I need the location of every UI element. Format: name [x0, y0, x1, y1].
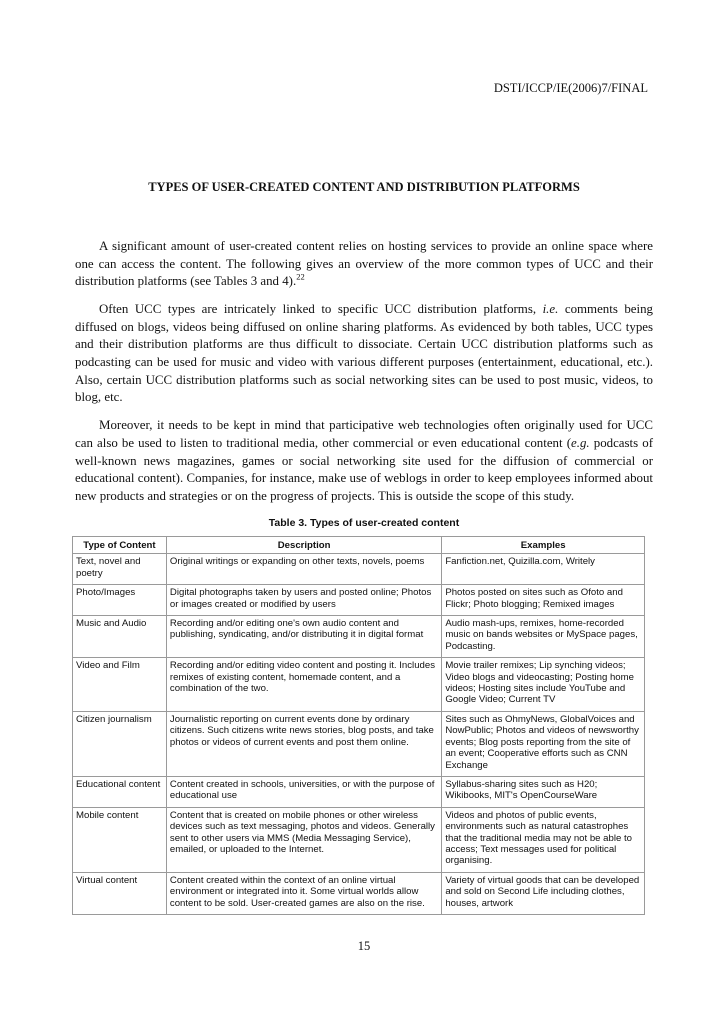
- paragraph-3-text-b: podcasts of well-known news magazines, games or social networking site used for the diffusion of commercial or educational content). Companies, for instance, make use of weblogs in order to keep employees informed about new products and strategies or on the progress of projects. This is outside the scope of this study.: [75, 435, 653, 503]
- cell-description: Recording and/or editing one's own audio content and publishing, syndicating, and/or distributing it in digital format: [166, 616, 441, 658]
- table-caption: Table 3. Types of user-created content: [268, 517, 460, 529]
- cell-description: Content created in schools, universities, or with the purpose of educational use: [166, 776, 441, 807]
- cell-type: Citizen journalism: [73, 711, 167, 776]
- paragraph-2-text-b: comments being diffused on blogs, videos being diffused on online sharing platforms. As evidenced by both tables, UCC types and their distribution platforms are thus difficult to dissociate. Certain UCC distribution platforms such as podcasting can be used for music and video with various different purposes (entertainment, educational, etc.). Also, certain UCC distribution platforms such as social networking sites can be used to post music, videos, to blog, etc.: [75, 302, 653, 405]
- table-row: [73, 616, 645, 658]
- table-header-row: [73, 537, 645, 554]
- cell-type: Mobile content: [73, 807, 167, 872]
- table-row: [73, 711, 645, 776]
- paragraph-2-italic: i.e.: [542, 302, 559, 317]
- table-row: [73, 776, 645, 807]
- cell-type: Virtual content: [73, 872, 167, 914]
- column-header-type: Type of Content: [73, 537, 167, 554]
- cell-examples: Videos and photos of public events, environments such as natural catastrophes that the traditional media may not be able to access; Text messages used for political organising.: [442, 807, 645, 872]
- cell-examples: Fanfiction.net, Quizilla.com, Writely: [442, 554, 645, 585]
- document-id: DSTI/ICCP/IE(2006)7/FINAL: [493, 81, 648, 95]
- cell-type: Video and Film: [73, 658, 167, 712]
- cell-type: Music and Audio: [73, 616, 167, 658]
- column-header-examples: Examples: [442, 537, 645, 554]
- table-row: [73, 872, 645, 914]
- ucc-types-table: [72, 536, 645, 915]
- cell-examples: Photos posted on sites such as Ofoto and Flickr; Photo blogging; Remixed images: [442, 585, 645, 616]
- cell-examples: Sites such as OhmyNews, GlobalVoices and NowPublic; Photos and videos of newsworthy events; Blog posts reporting from the site of an event; Cooperative efforts such as CNN Exchange: [442, 711, 645, 776]
- cell-description: Content created within the context of an online virtual environment or integrated into it. Some virtual worlds allow content to be sold. User-created games are also on the rise.: [166, 872, 441, 914]
- body-text: [75, 238, 653, 516]
- paragraph-3: [75, 417, 653, 505]
- paragraph-2-text-a: Often UCC types are intricately linked to specific UCC distribution platforms,: [99, 302, 543, 317]
- cell-description: Recording and/or editing video content and posting it. Includes remixes of existing content, homemade content, and a combination of the two.: [166, 658, 441, 712]
- cell-examples: Audio mash-ups, remixes, home-recorded music on bands websites or MySpace pages, Podcasting.: [442, 616, 645, 658]
- cell-description: Digital photographs taken by users and posted online; Photos or images created or modified by users: [166, 585, 441, 616]
- paragraph-3-italic: e.g.: [571, 435, 590, 450]
- table-row: [73, 658, 645, 712]
- paragraph-1-text: A significant amount of user-created content relies on hosting services to provide an online space where one can access the content. The following gives an overview of the more common types of UCC and their distribution platforms (see Tables 3 and 4).: [75, 239, 653, 289]
- paragraph-2: [75, 301, 653, 407]
- cell-description: Content that is created on mobile phones or other wireless devices such as text messaging, photos and videos. Generally sent to other users via MMS (Media Messaging Service), emailed, or uploaded to the Internet.: [166, 807, 441, 872]
- table-row: [73, 585, 645, 616]
- page-number: 15: [357, 939, 371, 953]
- section-heading: TYPES OF USER-CREATED CONTENT AND DISTRIBUTION PLATFORMS: [148, 180, 580, 194]
- column-header-description: Description: [166, 537, 441, 554]
- cell-description: Original writings or expanding on other texts, novels, poems: [166, 554, 441, 585]
- table-row: [73, 807, 645, 872]
- cell-examples: Movie trailer remixes; Lip synching videos; Video blogs and videocasting; Posting home videos; Hosting sites include YouTube and Google Video; Current TV: [442, 658, 645, 712]
- paragraph-1: [75, 238, 653, 291]
- table-row: [73, 554, 645, 585]
- cell-type: Educational content: [73, 776, 167, 807]
- cell-examples: Syllabus-sharing sites such as H20; Wikibooks, MIT's OpenCourseWare: [442, 776, 645, 807]
- cell-description: Journalistic reporting on current events done by ordinary citizens. Such citizens write news stories, blog posts, and take photos or videos of current events and post them online.: [166, 711, 441, 776]
- cell-type: Photo/Images: [73, 585, 167, 616]
- cell-type: Text, novel and poetry: [73, 554, 167, 585]
- footnote-ref[interactable]: 22: [296, 271, 305, 282]
- paragraph-3-text-a: Moreover, it needs to be kept in mind that participative web technologies often originally used for UCC can also be used to listen to traditional media, other commercial or even educational content (: [75, 418, 653, 450]
- cell-examples: Variety of virtual goods that can be developed and sold on Second Life including clothes, houses, artwork: [442, 872, 645, 914]
